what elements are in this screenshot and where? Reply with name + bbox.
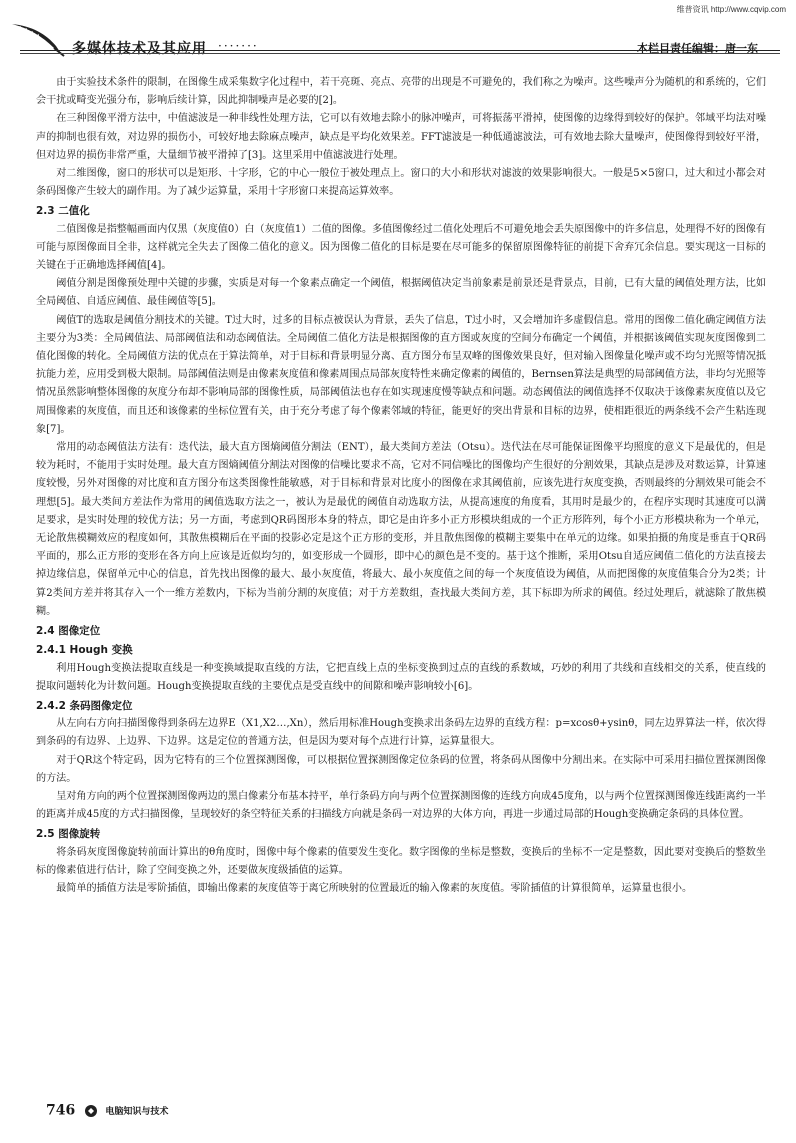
paragraph: 从左向右方向扫描图像得到条码左边界E（X1,X2…,Xn），然后用标准Hough变换求出条码左边界的直线方程：p=xcosθ+ysinθ，同左边界算法一样，依次得到条码的有边界、上边界、下边界。这是定位的普通方法，但是因为要对每个点进行计算，运算量很大。 [36, 718, 766, 748]
paragraph: 最简单的插值方法是零阶插值，即输出像素的灰度值等于离它所映射的位置最近的输入像素的灰度值。零阶插值的计算很简单，运算量也很小。 [56, 882, 693, 894]
paragraph: 利用Hough变换法提取直线是一种变换域提取直线的方法，它把直线上点的坐标变换到过点的直线的系数域，巧妙的利用了共线和直线相交的关系，使直线的提取问题转化为计数问题。Hough变换提取直线的主要优点是受直线中的间隙和噪声影响较小[6]。 [36, 662, 766, 692]
paragraph: 对于QR这个特定码，因为它特有的三个位置探测图像，可以根据位置探测图像定位条码的位置，将条码从图像中分割出来。在实际中可采用扫描位置探测图像的方法。 [36, 754, 766, 784]
page-number: 746 [46, 1102, 76, 1119]
magazine-name: 电脑知识与技术 [105, 1107, 169, 1117]
watermark: 维普资讯 http://www.cqvip.com [676, 5, 786, 14]
section-heading: 2.4.1 Hough 变换 [36, 644, 133, 657]
header-dots: ······· [218, 39, 259, 53]
paragraph: 二值图像是指整幅画面内仅黑（灰度值0）白（灰度值1）二值的图像。多值图像经过二值化处理后不可避免地会丢失原图像中的许多信息，处理得不好的图像有可能与原图像面目全非，这样就完全失去了图像二值化的意义。因为图像二值化的目标是要在尽可能多的保留原图像特征的前提下舍弃冗余信息。要实现这一目标的关键在于正确地选择阈值[4]。 [36, 223, 766, 272]
magazine-logo-icon [84, 1104, 98, 1118]
header-rule [20, 50, 780, 51]
section-heading: 2.3 二值化 [36, 205, 90, 218]
section-heading: 2.4.2 条码图像定位 [36, 699, 133, 712]
paragraph: 对二维图像，窗口的形状可以是矩形、十字形，它的中心一般位于被处理点上。窗口的大小和形状对滤波的效果影响很大。一般是5×5窗口，过大和过小都会对条码图像产生较大的副作用。为了减少运算量，采用十字形窗口来提高运算效率。 [36, 168, 766, 198]
paragraph: 常用的动态阈值法方法有：迭代法，最大直方图熵阈值分割法（ENT），最大类间方差法（Otsu）。迭代法在尽可能保证图像平均照度的意义下是最优的，但是较为耗时，不能用于实时处理。最大直方图熵阈值分割法对图像的信噪比要求不高，它对不同信噪比的图像均产生很好的分割效果，其缺点是涉及对数运算，计算速度较慢，另外对图像的对比度和直方图分布这类图像性能敏感，对于目标和背景对比度小的图像在求其阈值前，应该先进行灰度变换，否则最终的分割效果可能会不理想[5]。最大类间方差法作为常用的阈值选取方法之一，被认为是最优的阈值自动选取方法，从提高速度的角度看，其用时是最少的，在程序实现时其速度可以满足要求，是实时处理的较优方法；另一方面，考虑到QR码图形本身的特点，即它是由许多小正方形模块组成的一个正方形阵列，每个小正方形模块称为一个单元，无论散焦模糊效应的程度如何，其散焦模糊后在平面的投影必定是这个正方形的变形，并且散焦图像的模糊主要集中在单元的边缘。如果拍摄的角度是垂直于QR码平面的，那么正方形的变形在各方向上应该是近似均匀的，如变形成一个圆形，即中心的颜色是不变的。基于这个推断，采用Otsu自适应阈值二值化的方法直接去掉边缘信息，保留单元中心的信息，首先找出图像的最大、最小灰度值，将最大、最小灰度值之间的每一个灰度值设为阈值，从而把图像的灰度值集合分为2类；计算2类间方差并将其存入一个一维方差数内，下标为当前分割的灰度值；对于方差数组，查找最大类间方差，其下标即为所求的阈值。经过处理后，就滤除了散焦模糊。 [36, 442, 766, 617]
paragraph: 阈值T的选取是阈值分割技术的关键。T过大时，过多的目标点被误认为背景，丢失了信息，T过小时，又会增加许多虚假信息。常用的图像二值化确定阈值方法主要分为3类：全局阈值法、局部阈值法和动态阈值法。全局阈值二值化方法是根据图像的直方图或灰度的空间分布确定一个阈值，并根据该阈值实现灰度图像到二值化图像的转化。全局阈值方法的优点在于算法简单，对于目标和背景明显分离、直方图分布呈双峰的图像效果良好，但对输入图像量化噪声或不均匀光照等情况抵抗能力差，应用受到极大限制。局部阈值法则是由像素灰度值和像素周围点局部灰度特性来确定像素的阈值的，Bernsen算法是典型的局部阈值方法，非均匀光照等情况虽然影响整体图像的灰度分布却不影响局部的图像性质，局部阈值法也存在如实现速度慢等缺点和问题。动态阈值法的阈值选择不仅取决于该像素灰度值以及它周围像素的灰度值，而且还和该像素的坐标位置有关，由于充分考虑了每个像素邻域的特征，能更好的突出背景和目标的边界，使相距很近的两条线不会产生粘连现象[7]。 [36, 314, 766, 435]
column-editor: 本栏目责任编辑：唐一东 [637, 42, 758, 55]
paragraph: 呈对角方向的两个位置探测图像两边的黑白像素分布基本持平，单行条码方向与两个位置探测图像的连线方向成45度角，以与两个位置探测图像连线距离约一半的距离并成45度的方式扫描图像，呈现较好的条空特征关系的扫描线方向就是条码一对边界的大体方向，再进一步通过局部的Hough变换确定条码的具体位置。 [36, 790, 766, 821]
page-header [8, 22, 788, 62]
section-heading: 2.5 图像旋转 [36, 828, 101, 841]
paragraph: 在三种图像平滑方法中，中值滤波是一种非线性处理方法，它可以有效地去除小的脉冲噪声，可将振荡平滑掉，使图像的边缘得到较好的保护。邻域平均法对噪声的抑制也很有效，对边界的损伤小，可较好地去除麻点噪声，缺点是平均化效果差。FFT滤波是一种低通滤波法，可有效地去除大量噪声，使图像得到较好平滑，但对边界的损伤非常严重，大量细节被平滑掉了[3]。这里采用中值滤波进行处理。 [36, 113, 766, 161]
paragraph: 由于实验技术条件的限制，在图像生成采集数字化过程中，若干亮斑、亮点、亮带的出现是不可避免的，我们称之为噪声。这些噪声分为随机的和系统的，它们会干扰或畸变光强分布，影响后续计算，因此抑制噪声是必要的[2]。 [36, 77, 766, 107]
section-heading: 2.4 图像定位 [36, 625, 101, 638]
article-body [36, 74, 766, 1114]
header-rule-thin [20, 53, 780, 54]
paragraph: 阈值分割是图像预处理中关键的步骤，实质是对每一个象素点确定一个阈值，根据阈值决定当前象素是前景还是背景点，目前，已有大量的阈值处理方法，比如全局阈值、自适应阈值、最佳阈值等[5]。 [36, 278, 766, 308]
paragraph: 将条码灰度图像旋转前面计算出的θ角度时，图像中每个像素的值要发生变化。数字图像的坐标是整数，变换后的坐标不一定是整数，因此要对变换后的整数坐标的像素值进行估计，除了空间变换之外，还要做灰度级插值的运算。 [36, 846, 766, 876]
section-title: 多媒体技术及其应用 [72, 41, 207, 57]
page-footer [46, 1100, 168, 1124]
